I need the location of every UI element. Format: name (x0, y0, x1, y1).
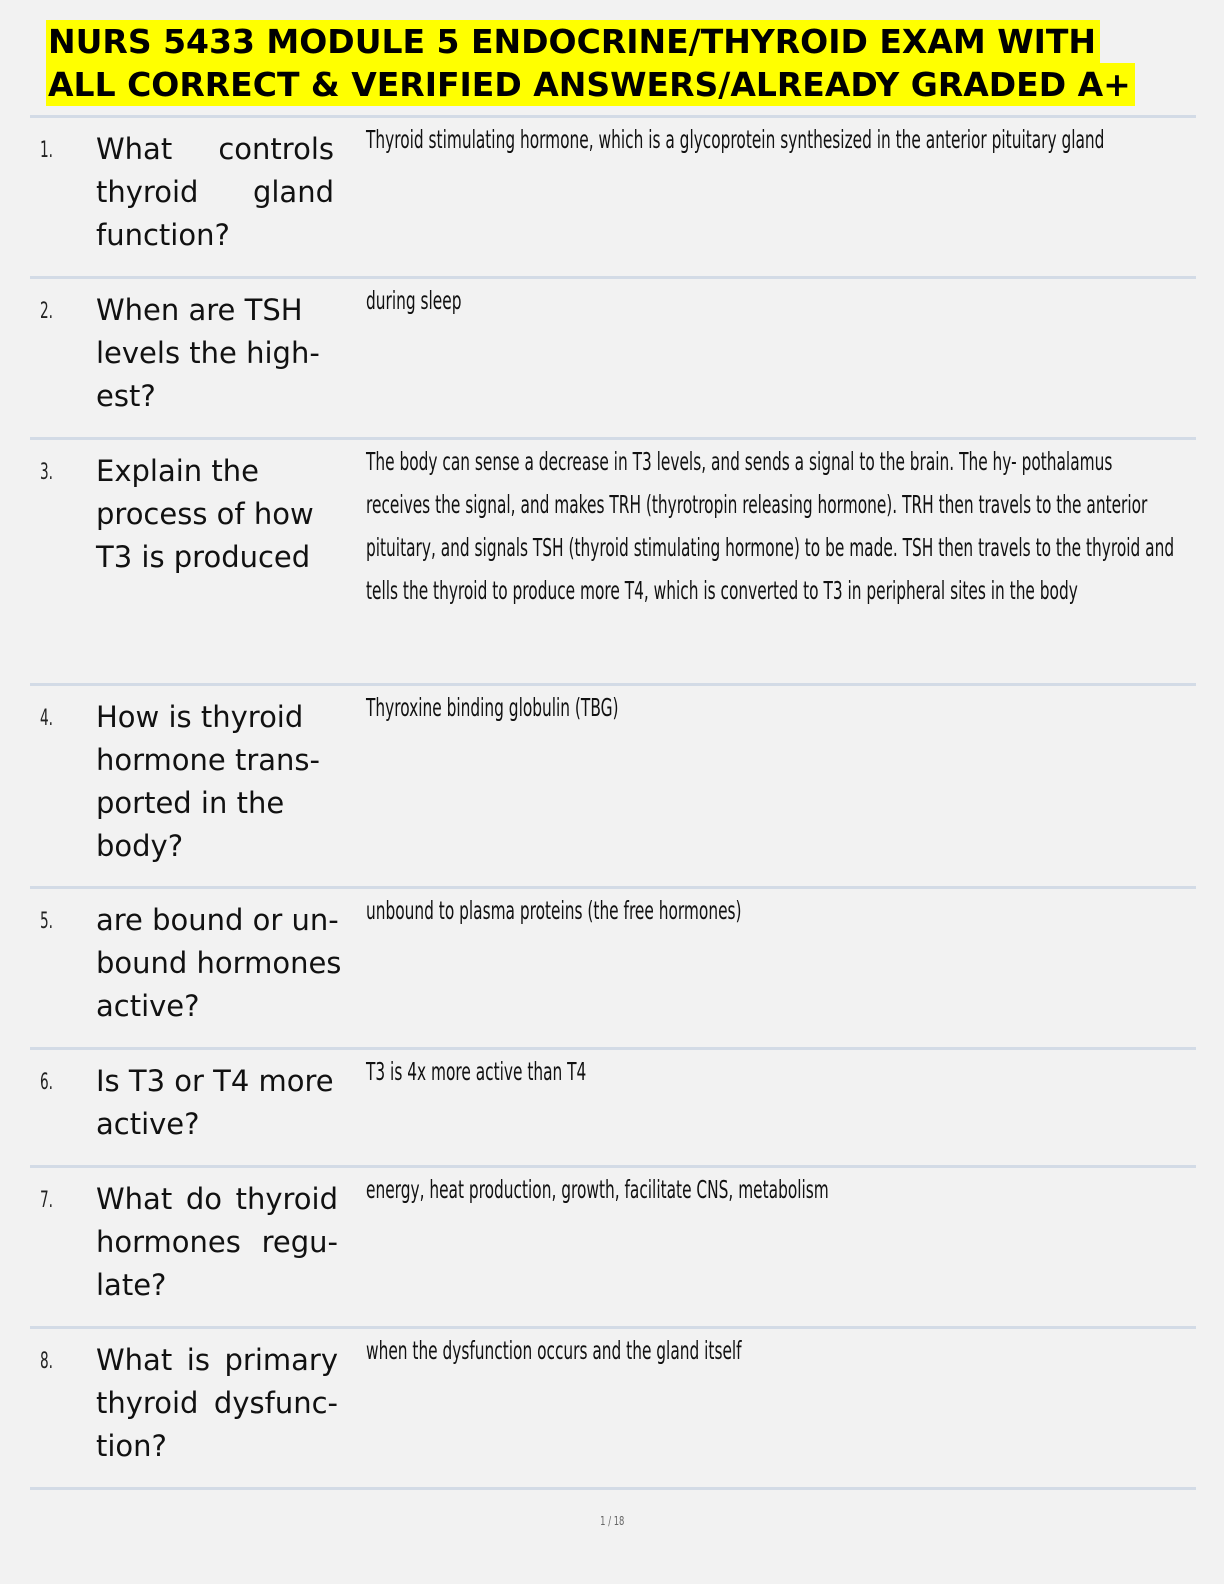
answer-text: when the dysfunction occurs and the gland itself (366, 1336, 742, 1365)
answer-text: energy, heat production, growth, facilitate CNS, metabolism (366, 1175, 829, 1204)
question-text: What controls thyroid gland function? (96, 132, 334, 252)
question-answer-list (30, 115, 1196, 1490)
item-number: 3. (40, 460, 54, 485)
title-line-2: ALL CORRECT & VERIFIED ANSWERS/ALREADY GRADED A+ (46, 63, 1135, 106)
document-title (46, 20, 1146, 106)
qa-item-1 (30, 118, 1196, 276)
question-text: How is thyroid hormone trans- ported in the body? (96, 700, 320, 863)
qa-item-7 (30, 1168, 1196, 1326)
qa-item-3 (30, 440, 1196, 683)
divider (30, 1487, 1196, 1490)
answer-text: Thyroid stimulating hormone, which is a glycoprotein synthesized in the anterior pituitary gland (366, 125, 1105, 154)
item-number: 5. (40, 909, 54, 934)
item-number: 7. (40, 1188, 54, 1213)
answer-text: T3 is 4x more active than T4 (366, 1057, 587, 1086)
answer-text: during sleep (366, 286, 462, 315)
qa-item-5 (30, 889, 1196, 1047)
qa-item-8 (30, 1329, 1196, 1487)
item-number: 2. (40, 299, 54, 324)
question-text: What do thyroid hormones regu- late? (96, 1182, 338, 1302)
question-text: When are TSH levels the high- est? (96, 293, 320, 413)
item-number: 1. (40, 138, 54, 163)
item-number: 4. (40, 706, 54, 731)
page-number: 1 / 18 (599, 1514, 625, 1528)
title-line-1: NURS 5433 MODULE 5 ENDOCRINE/THYROID EXAM WITH (46, 20, 1100, 63)
item-number: 6. (40, 1070, 54, 1095)
qa-item-2 (30, 279, 1196, 437)
qa-item-4 (30, 686, 1196, 886)
qa-item-6 (30, 1050, 1196, 1165)
answer-text: The body can sense a decrease in T3 levels, and sends a signal to the brain. The hy- pothalamus receives the signal, and makes TRH (thyrotropin releasing hormone). TRH then travels to the anterior pituitary, and signals TSH (thyroid stimulating hormone) to be made. TSH then travels to the thyroid and tells the thyroid to produce more T4, which is converted to T3 in peripheral sites in the body (366, 447, 1175, 605)
question-text: What is primary thyroid dysfunc- tion? (96, 1343, 338, 1463)
item-number: 8. (40, 1349, 54, 1374)
question-text: Explain the process of how T3 is produced (96, 454, 314, 574)
question-text: are bound or un- bound hormones active? (96, 903, 342, 1023)
answer-text: Thyroxine binding globulin (TBG) (366, 693, 619, 722)
question-text: Is T3 or T4 more active? (96, 1064, 334, 1141)
answer-text: unbound to plasma proteins (the free hormones) (366, 896, 742, 925)
